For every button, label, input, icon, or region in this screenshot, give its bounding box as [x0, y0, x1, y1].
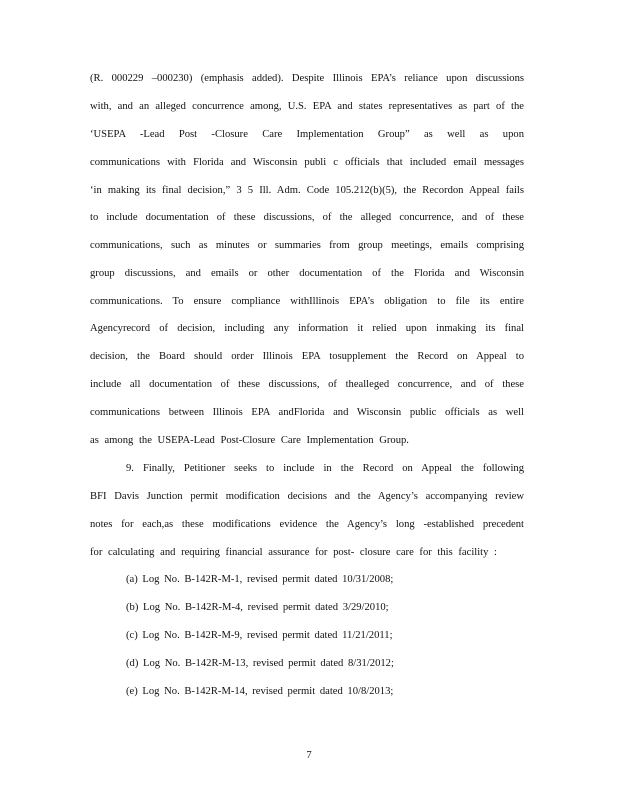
text-line: communications, such as minutes or summaries from group meetings, emails comprising: [90, 240, 524, 251]
text-line: notes for each,as these modifications evidence the Agency’s long -established precedent: [90, 519, 524, 530]
text-line: ‘in making its final decision,” 3 5 Ill. Adm. Code 105.212(b)(5), the Recordon Appeal fails: [90, 185, 524, 196]
text-line: communications with Florida and Wisconsin publi c officials that included email messages: [90, 157, 524, 168]
text-line: communications. To ensure compliance withIllinois EPA’s obligation to file its entire: [90, 296, 524, 307]
permit-list-item: (a) Log No. B-142R-M-1, revised permit dated 10/31/2008;: [126, 574, 394, 585]
permit-list-item: (e) Log No. B-142R-M-14, revised permit dated 10/8/2013;: [126, 686, 394, 697]
permit-list-item: (b) Log No. B-142R-M-4, revised permit dated 3/29/2010;: [126, 602, 389, 613]
text-line: for calculating and requiring financial assurance for post- closure care for this facility :: [90, 547, 497, 558]
text-line: as among the USEPA-Lead Post-Closure Care Implementation Group.: [90, 435, 409, 446]
text-line: group discussions, and emails or other documentation of the Florida and Wisconsin: [90, 268, 524, 279]
text-line: decision, the Board should order Illinois EPA tosupplement the Record on Appeal to: [90, 351, 524, 362]
text-line: ‘USEPA -Lead Post -Closure Care Implementation Group” as well as upon: [90, 129, 524, 140]
page-number: 7: [306, 750, 312, 761]
permit-list-item: (c) Log No. B-142R-M-9, revised permit dated 11/21/2011;: [126, 630, 393, 641]
text-line: Agencyrecord of decision, including any information it relied upon inmaking its final: [90, 323, 524, 334]
text-line: (R. 000229 –000230) (emphasis added). Despite Illinois EPA’s reliance upon discussions: [90, 73, 524, 84]
text-line: with, and an alleged concurrence among, U.S. EPA and states representatives as part of the: [90, 101, 524, 112]
text-line: include all documentation of these discussions, of thealleged concurrence, and of these: [90, 379, 524, 390]
paragraph-9-first-line: 9. Finally, Petitioner seeks to include in the Record on Appeal the following: [126, 463, 524, 474]
text-line: to include documentation of these discussions, of the alleged concurrence, and of these: [90, 212, 524, 223]
text-line: communications between Illinois EPA andFlorida and Wisconsin public officials as well: [90, 407, 524, 418]
permit-list-item: (d) Log No. B-142R-M-13, revised permit dated 8/31/2012;: [126, 658, 394, 669]
text-line: BFI Davis Junction permit modification decisions and the Agency’s accompanying review: [90, 491, 524, 502]
